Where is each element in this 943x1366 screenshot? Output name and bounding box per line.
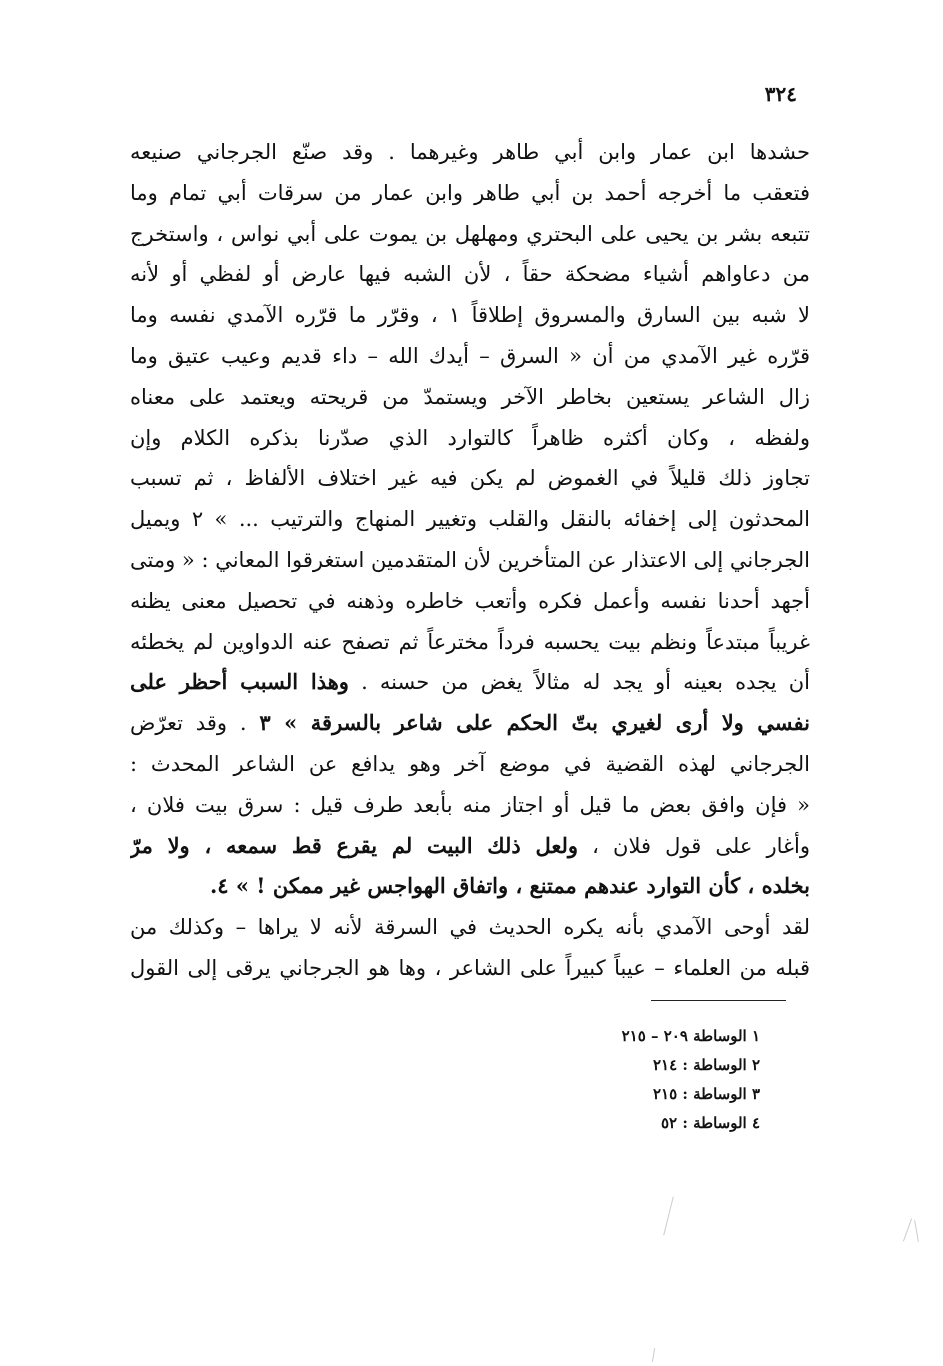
text-line: من دعاواهم أشياء مضحكة حقاً ، لأن الشبه فيها عارض أو لفظي أو لأنه — [130, 262, 810, 287]
bold-run: بخلده ، كأن التوارد عندهم ممتنع ، واتفاق الهواجس غير ممكن ! » ٤. — [209, 873, 810, 899]
footnotes — [530, 1022, 760, 1138]
text-line: غريباً مبتدعاً ونظم بيت يحسبه فرداً مخترعاً ثم تصفح عنه الدواوين لم يخطئه — [130, 629, 810, 654]
footnote-separator — [651, 1000, 786, 1001]
text-line: الجرجاني لهذه القضية في موضع آخر وهو يدافع عن الشاعر المحدث : — [130, 751, 810, 776]
bold-run: نفسي ولا أرى لغيري بتّ الحكم على شاعر بالسرقة » ٣ — [259, 710, 810, 736]
text-line: لقد أوحى الآمدي بأنه يكره الحديث في السرقة لأنه لا يراها – وكذلك من — [130, 915, 810, 940]
text-line: تجاوز ذلك قليلاً في الغموض لم يكن فيه غير اختلاف الألفاظ ، ثم تسبب — [130, 466, 810, 491]
page-number: ٣٢٤ — [764, 82, 797, 106]
text-line-bold — [130, 866, 810, 907]
scan-mark — [914, 1220, 919, 1242]
regular-run: وأغار على قول فلان ، — [592, 833, 810, 858]
bold-run: ولعل ذلك البيت لم يقرع قط سمعه ، ولا مرّ — [130, 832, 579, 858]
text-line: لا شبه بين السارق والمسروق إطلاقاً ١ ، وقرّر ما قرّره الآمدي نفسه وما — [130, 303, 810, 328]
text-line: تتبعه بشر بن يحيى على البحتري ومهلهل بن يموت على أبي نواس ، واستخرج — [130, 221, 810, 246]
regular-run: . وقد تعرّض — [130, 711, 247, 736]
text-line: الجرجاني إلى الاعتذار عن المتأخرين لأن المتقدمين استغرقوا المعاني : « ومتى — [130, 547, 810, 572]
text-line: حشدها ابن عمار وابن أبي طاهر وغيرهما . وقد صنّع الجرجاني صنيعه — [130, 140, 810, 164]
footnote: ٣ الوساطة : ٢١٥ — [652, 1085, 760, 1103]
scan-mark — [663, 1196, 674, 1235]
footnote: ٤ الوساطة : ٥٢ — [661, 1114, 760, 1132]
footnote: ١ الوساطة ٢٠٩ – ٢١٥ — [621, 1027, 760, 1045]
scan-mark — [903, 1219, 912, 1242]
text-line-mixed — [130, 826, 810, 867]
text-line: أجهد أحدنا نفسه وأعمل فكره وأتعب خاطره وذهنه في تحصيل معنى يظنه — [130, 588, 810, 613]
body-text — [130, 132, 810, 989]
text-line: « فإن وافق بعض ما قيل أو اجتاز منه بأبعد طرف قيل : سرق بيت فلان ، — [130, 792, 810, 817]
text-line: المحدثون إلى إخفائه بالنقل والقلب وتغيير المنهاج والترتيب ... » ٢ ويميل — [130, 507, 810, 532]
text-line: ولفظه ، وكان أكثره ظاهراً كالتوارد الذي صدّرنا بذكره الكلام وإن — [130, 425, 810, 450]
text-line-mixed — [130, 703, 810, 744]
text-line: فتعقب ما أخرجه أحمد بن أبي طاهر وابن عمار من سرقات أبي تمام وما — [130, 180, 810, 205]
text-line: قرّره غير الآمدي من أن « السرق – أيدك الله – داء قديم وعيب عتيق وما — [130, 343, 810, 368]
scan-mark — [652, 1348, 655, 1362]
footnote: ٢ الوساطة : ٢١٤ — [652, 1056, 760, 1074]
regular-run: أن يجده بعينه أو يجد له مثالاً يغض من حسنه . — [361, 670, 810, 695]
text-line: زال الشاعر يستعين بخاطر الآخر ويستمدّ من قريحته ويعتمد على معناه — [130, 384, 810, 409]
text-line-mixed — [130, 662, 810, 703]
text-line: قبله من العلماء – عيباً كبيراً على الشاعر ، وها هو الجرجاني يرقى إلى القول — [130, 955, 810, 980]
bold-run: وهذا السبب أحظر على — [130, 669, 349, 695]
